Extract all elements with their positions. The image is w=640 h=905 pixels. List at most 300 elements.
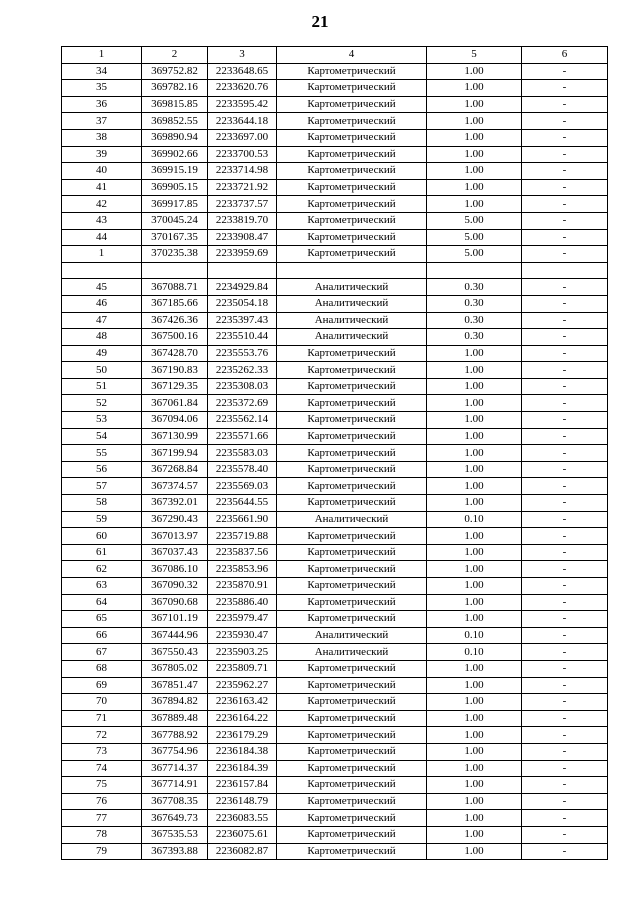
method-cell: Картометрический: [277, 694, 427, 711]
x-coordinate-cell: 367268.84: [142, 461, 208, 478]
method-cell: Картометрический: [277, 362, 427, 379]
y-coordinate-cell: 2236164.22: [208, 710, 277, 727]
y-coordinate-cell: 2235853.96: [208, 561, 277, 578]
method-cell: Картометрический: [277, 478, 427, 495]
point-number-cell: 56: [62, 461, 142, 478]
x-coordinate-cell: 367185.66: [142, 295, 208, 312]
note-cell: -: [522, 196, 608, 213]
method-cell: Картометрический: [277, 179, 427, 196]
table-row: [62, 229, 608, 246]
method-cell: Картометрический: [277, 163, 427, 180]
note-cell: -: [522, 528, 608, 545]
note-cell: -: [522, 843, 608, 860]
note-cell: -: [522, 312, 608, 329]
table-row: [62, 262, 608, 279]
point-number-cell: 34: [62, 63, 142, 80]
method-cell: Аналитический: [277, 329, 427, 346]
accuracy-cell: 1.00: [427, 826, 522, 843]
accuracy-cell: 0.10: [427, 644, 522, 661]
y-coordinate-cell: 2236075.61: [208, 826, 277, 843]
y-coordinate-cell: 2235870.91: [208, 578, 277, 595]
accuracy-cell: 1.00: [427, 544, 522, 561]
method-cell: Аналитический: [277, 312, 427, 329]
accuracy-cell: [427, 262, 522, 279]
method-cell: Картометрический: [277, 810, 427, 827]
y-coordinate-cell: 2235903.25: [208, 644, 277, 661]
table-row: [62, 63, 608, 80]
point-number-cell: 52: [62, 395, 142, 412]
note-cell: -: [522, 395, 608, 412]
y-coordinate-cell: 2235837.56: [208, 544, 277, 561]
table-row: [62, 345, 608, 362]
note-cell: -: [522, 329, 608, 346]
table-row: [62, 710, 608, 727]
point-number-cell: 77: [62, 810, 142, 827]
y-coordinate-cell: 2236157.84: [208, 777, 277, 794]
x-coordinate-cell: 369752.82: [142, 63, 208, 80]
table-row: [62, 445, 608, 462]
y-coordinate-cell: 2235262.33: [208, 362, 277, 379]
accuracy-cell: 1.00: [427, 428, 522, 445]
accuracy-cell: 1.00: [427, 528, 522, 545]
table-row: [62, 611, 608, 628]
y-coordinate-cell: 2235979.47: [208, 611, 277, 628]
note-cell: -: [522, 461, 608, 478]
accuracy-cell: 1.00: [427, 611, 522, 628]
y-coordinate-cell: 2235661.90: [208, 511, 277, 528]
table-row: [62, 113, 608, 130]
x-coordinate-cell: 370167.35: [142, 229, 208, 246]
table-row: [62, 129, 608, 146]
x-coordinate-cell: 367714.37: [142, 760, 208, 777]
accuracy-cell: 1.00: [427, 843, 522, 860]
header-cell-6: 6: [522, 47, 608, 64]
accuracy-cell: 1.00: [427, 163, 522, 180]
y-coordinate-cell: 2235644.55: [208, 495, 277, 512]
method-cell: Картометрический: [277, 113, 427, 130]
accuracy-cell: 1.00: [427, 594, 522, 611]
x-coordinate-cell: 367788.92: [142, 727, 208, 744]
x-coordinate-cell: 367101.19: [142, 611, 208, 628]
table-row: [62, 760, 608, 777]
point-number-cell: 60: [62, 528, 142, 545]
point-number-cell: 70: [62, 694, 142, 711]
table-row: [62, 146, 608, 163]
x-coordinate-cell: 369782.16: [142, 80, 208, 97]
x-coordinate-cell: 369852.55: [142, 113, 208, 130]
accuracy-cell: 1.00: [427, 96, 522, 113]
y-coordinate-cell: 2235397.43: [208, 312, 277, 329]
x-coordinate-cell: 367392.01: [142, 495, 208, 512]
x-coordinate-cell: 367190.83: [142, 362, 208, 379]
point-number-cell: 51: [62, 378, 142, 395]
table-row: [62, 96, 608, 113]
note-cell: -: [522, 793, 608, 810]
table-header: [62, 47, 608, 64]
table-row: [62, 80, 608, 97]
point-number-cell: 49: [62, 345, 142, 362]
method-cell: Картометрический: [277, 495, 427, 512]
x-coordinate-cell: 367889.48: [142, 710, 208, 727]
table-row: [62, 212, 608, 229]
accuracy-cell: 1.00: [427, 395, 522, 412]
table-row: [62, 528, 608, 545]
point-number-cell: 44: [62, 229, 142, 246]
x-coordinate-cell: 369902.66: [142, 146, 208, 163]
x-coordinate-cell: 367090.32: [142, 578, 208, 595]
coordinates-table: [61, 46, 608, 860]
y-coordinate-cell: 2233648.65: [208, 63, 277, 80]
point-number-cell: 72: [62, 727, 142, 744]
x-coordinate-cell: 367130.99: [142, 428, 208, 445]
note-cell: -: [522, 810, 608, 827]
method-cell: Картометрический: [277, 561, 427, 578]
x-coordinate-cell: 367851.47: [142, 677, 208, 694]
note-cell: -: [522, 511, 608, 528]
y-coordinate-cell: 2233714.98: [208, 163, 277, 180]
table-row: [62, 810, 608, 827]
y-coordinate-cell: 2235308.03: [208, 378, 277, 395]
table-row: [62, 428, 608, 445]
table-row: [62, 561, 608, 578]
note-cell: -: [522, 179, 608, 196]
note-cell: -: [522, 743, 608, 760]
point-number-cell: 47: [62, 312, 142, 329]
x-coordinate-cell: 369890.94: [142, 129, 208, 146]
accuracy-cell: 1.00: [427, 743, 522, 760]
x-coordinate-cell: 367550.43: [142, 644, 208, 661]
method-cell: Картометрический: [277, 445, 427, 462]
point-number-cell: 1: [62, 246, 142, 263]
table-row: [62, 660, 608, 677]
table-row: [62, 279, 608, 296]
y-coordinate-cell: 2235569.03: [208, 478, 277, 495]
table-row: [62, 179, 608, 196]
point-number-cell: 48: [62, 329, 142, 346]
table-row: [62, 743, 608, 760]
accuracy-cell: 1.00: [427, 378, 522, 395]
note-cell: -: [522, 627, 608, 644]
note-cell: -: [522, 279, 608, 296]
method-cell: Аналитический: [277, 511, 427, 528]
header-cell-3: 3: [208, 47, 277, 64]
table-row: [62, 362, 608, 379]
point-number-cell: 66: [62, 627, 142, 644]
point-number-cell: 45: [62, 279, 142, 296]
method-cell: Картометрический: [277, 378, 427, 395]
point-number-cell: 59: [62, 511, 142, 528]
y-coordinate-cell: 2235562.14: [208, 412, 277, 429]
y-coordinate-cell: 2236179.29: [208, 727, 277, 744]
x-coordinate-cell: 367428.70: [142, 345, 208, 362]
point-number-cell: 38: [62, 129, 142, 146]
accuracy-cell: 1.00: [427, 362, 522, 379]
table-row: [62, 843, 608, 860]
method-cell: Картометрический: [277, 544, 427, 561]
table-row: [62, 511, 608, 528]
table-row: [62, 694, 608, 711]
y-coordinate-cell: 2233644.18: [208, 113, 277, 130]
accuracy-cell: 1.00: [427, 461, 522, 478]
method-cell: [277, 262, 427, 279]
y-coordinate-cell: 2236184.39: [208, 760, 277, 777]
accuracy-cell: 0.30: [427, 312, 522, 329]
accuracy-cell: 1.00: [427, 578, 522, 595]
accuracy-cell: 1.00: [427, 345, 522, 362]
note-cell: -: [522, 63, 608, 80]
accuracy-cell: 1.00: [427, 129, 522, 146]
accuracy-cell: 1.00: [427, 793, 522, 810]
point-number-cell: [62, 262, 142, 279]
table-row: [62, 644, 608, 661]
point-number-cell: 36: [62, 96, 142, 113]
y-coordinate-cell: 2236163.42: [208, 694, 277, 711]
x-coordinate-cell: 367086.10: [142, 561, 208, 578]
table-row: [62, 412, 608, 429]
y-coordinate-cell: 2236184.38: [208, 743, 277, 760]
table-row: [62, 246, 608, 263]
point-number-cell: 64: [62, 594, 142, 611]
table-row: [62, 395, 608, 412]
note-cell: -: [522, 777, 608, 794]
accuracy-cell: 1.00: [427, 710, 522, 727]
table-row: [62, 329, 608, 346]
point-number-cell: 43: [62, 212, 142, 229]
x-coordinate-cell: 367374.57: [142, 478, 208, 495]
table-body: [62, 63, 608, 860]
point-number-cell: 35: [62, 80, 142, 97]
accuracy-cell: 1.00: [427, 146, 522, 163]
y-coordinate-cell: 2233620.76: [208, 80, 277, 97]
table-row: [62, 378, 608, 395]
y-coordinate-cell: 2233721.92: [208, 179, 277, 196]
x-coordinate-cell: 367088.71: [142, 279, 208, 296]
point-number-cell: 54: [62, 428, 142, 445]
x-coordinate-cell: 367708.35: [142, 793, 208, 810]
y-coordinate-cell: 2233595.42: [208, 96, 277, 113]
x-coordinate-cell: 367805.02: [142, 660, 208, 677]
x-coordinate-cell: 367444.96: [142, 627, 208, 644]
accuracy-cell: 1.00: [427, 760, 522, 777]
y-coordinate-cell: 2235510.44: [208, 329, 277, 346]
method-cell: Картометрический: [277, 412, 427, 429]
table-row: [62, 163, 608, 180]
x-coordinate-cell: 367393.88: [142, 843, 208, 860]
point-number-cell: 57: [62, 478, 142, 495]
point-number-cell: 62: [62, 561, 142, 578]
method-cell: Картометрический: [277, 611, 427, 628]
method-cell: Картометрический: [277, 777, 427, 794]
x-coordinate-cell: 367290.43: [142, 511, 208, 528]
accuracy-cell: 5.00: [427, 246, 522, 263]
accuracy-cell: 0.30: [427, 295, 522, 312]
table-row: [62, 312, 608, 329]
table-row: [62, 777, 608, 794]
y-coordinate-cell: 2233737.57: [208, 196, 277, 213]
point-number-cell: 37: [62, 113, 142, 130]
point-number-cell: 75: [62, 777, 142, 794]
x-coordinate-cell: 370235.38: [142, 246, 208, 263]
note-cell: -: [522, 345, 608, 362]
y-coordinate-cell: 2236083.55: [208, 810, 277, 827]
x-coordinate-cell: 369917.85: [142, 196, 208, 213]
note-cell: [522, 262, 608, 279]
accuracy-cell: 1.00: [427, 80, 522, 97]
y-coordinate-cell: 2235578.40: [208, 461, 277, 478]
y-coordinate-cell: 2233697.00: [208, 129, 277, 146]
accuracy-cell: 1.00: [427, 63, 522, 80]
y-coordinate-cell: 2235930.47: [208, 627, 277, 644]
y-coordinate-cell: 2233700.53: [208, 146, 277, 163]
point-number-cell: 58: [62, 495, 142, 512]
x-coordinate-cell: 367714.91: [142, 777, 208, 794]
x-coordinate-cell: 367500.16: [142, 329, 208, 346]
header-row: [62, 47, 608, 64]
table-row: [62, 826, 608, 843]
y-coordinate-cell: [208, 262, 277, 279]
x-coordinate-cell: 367649.73: [142, 810, 208, 827]
method-cell: Картометрический: [277, 461, 427, 478]
point-number-cell: 53: [62, 412, 142, 429]
note-cell: -: [522, 727, 608, 744]
x-coordinate-cell: 367013.97: [142, 528, 208, 545]
method-cell: Аналитический: [277, 295, 427, 312]
x-coordinate-cell: 367037.43: [142, 544, 208, 561]
point-number-cell: 46: [62, 295, 142, 312]
accuracy-cell: 1.00: [427, 694, 522, 711]
point-number-cell: 76: [62, 793, 142, 810]
table-row: [62, 461, 608, 478]
note-cell: -: [522, 611, 608, 628]
header-cell-5: 5: [427, 47, 522, 64]
method-cell: Аналитический: [277, 279, 427, 296]
note-cell: -: [522, 677, 608, 694]
accuracy-cell: 1.00: [427, 113, 522, 130]
note-cell: -: [522, 229, 608, 246]
point-number-cell: 41: [62, 179, 142, 196]
x-coordinate-cell: 367090.68: [142, 594, 208, 611]
x-coordinate-cell: 367061.84: [142, 395, 208, 412]
method-cell: Аналитический: [277, 644, 427, 661]
accuracy-cell: 1.00: [427, 495, 522, 512]
y-coordinate-cell: 2233908.47: [208, 229, 277, 246]
y-coordinate-cell: 2235054.18: [208, 295, 277, 312]
table-row: [62, 196, 608, 213]
y-coordinate-cell: 2235553.76: [208, 345, 277, 362]
y-coordinate-cell: 2235886.40: [208, 594, 277, 611]
table-row: [62, 578, 608, 595]
point-number-cell: 78: [62, 826, 142, 843]
table-row: [62, 727, 608, 744]
accuracy-cell: 0.30: [427, 279, 522, 296]
method-cell: Аналитический: [277, 627, 427, 644]
method-cell: Картометрический: [277, 229, 427, 246]
method-cell: Картометрический: [277, 246, 427, 263]
accuracy-cell: 0.30: [427, 329, 522, 346]
accuracy-cell: 1.00: [427, 196, 522, 213]
y-coordinate-cell: 2235583.03: [208, 445, 277, 462]
method-cell: Картометрический: [277, 594, 427, 611]
method-cell: Картометрический: [277, 677, 427, 694]
y-coordinate-cell: 2235962.27: [208, 677, 277, 694]
point-number-cell: 40: [62, 163, 142, 180]
point-number-cell: 67: [62, 644, 142, 661]
y-coordinate-cell: 2233959.69: [208, 246, 277, 263]
y-coordinate-cell: 2233819.70: [208, 212, 277, 229]
method-cell: Картометрический: [277, 528, 427, 545]
point-number-cell: 61: [62, 544, 142, 561]
y-coordinate-cell: 2235719.88: [208, 528, 277, 545]
note-cell: -: [522, 80, 608, 97]
note-cell: -: [522, 445, 608, 462]
note-cell: -: [522, 760, 608, 777]
note-cell: -: [522, 212, 608, 229]
method-cell: Картометрический: [277, 428, 427, 445]
point-number-cell: 73: [62, 743, 142, 760]
note-cell: -: [522, 694, 608, 711]
x-coordinate-cell: 367894.82: [142, 694, 208, 711]
note-cell: -: [522, 412, 608, 429]
method-cell: Картометрический: [277, 727, 427, 744]
point-number-cell: 42: [62, 196, 142, 213]
table-row: [62, 627, 608, 644]
accuracy-cell: 1.00: [427, 412, 522, 429]
accuracy-cell: 1.00: [427, 810, 522, 827]
method-cell: Картометрический: [277, 660, 427, 677]
x-coordinate-cell: 369905.15: [142, 179, 208, 196]
y-coordinate-cell: 2235809.71: [208, 660, 277, 677]
note-cell: -: [522, 113, 608, 130]
method-cell: Картометрический: [277, 793, 427, 810]
method-cell: Картометрический: [277, 146, 427, 163]
accuracy-cell: 5.00: [427, 229, 522, 246]
x-coordinate-cell: 367094.06: [142, 412, 208, 429]
method-cell: Картометрический: [277, 196, 427, 213]
point-number-cell: 68: [62, 660, 142, 677]
x-coordinate-cell: 367129.35: [142, 378, 208, 395]
accuracy-cell: 1.00: [427, 445, 522, 462]
note-cell: -: [522, 96, 608, 113]
note-cell: -: [522, 362, 608, 379]
method-cell: Картометрический: [277, 710, 427, 727]
point-number-cell: 74: [62, 760, 142, 777]
accuracy-cell: 1.00: [427, 677, 522, 694]
header-cell-1: 1: [62, 47, 142, 64]
x-coordinate-cell: 367754.96: [142, 743, 208, 760]
y-coordinate-cell: 2236082.87: [208, 843, 277, 860]
table-row: [62, 793, 608, 810]
header-cell-2: 2: [142, 47, 208, 64]
accuracy-cell: 1.00: [427, 561, 522, 578]
x-coordinate-cell: 369915.19: [142, 163, 208, 180]
note-cell: -: [522, 129, 608, 146]
accuracy-cell: 5.00: [427, 212, 522, 229]
point-number-cell: 39: [62, 146, 142, 163]
point-number-cell: 79: [62, 843, 142, 860]
table-row: [62, 594, 608, 611]
accuracy-cell: 1.00: [427, 179, 522, 196]
table-row: [62, 478, 608, 495]
method-cell: Картометрический: [277, 63, 427, 80]
note-cell: -: [522, 246, 608, 263]
y-coordinate-cell: 2236148.79: [208, 793, 277, 810]
accuracy-cell: 1.00: [427, 478, 522, 495]
method-cell: Картометрический: [277, 743, 427, 760]
method-cell: Картометрический: [277, 129, 427, 146]
note-cell: -: [522, 594, 608, 611]
y-coordinate-cell: 2235571.66: [208, 428, 277, 445]
point-number-cell: 63: [62, 578, 142, 595]
